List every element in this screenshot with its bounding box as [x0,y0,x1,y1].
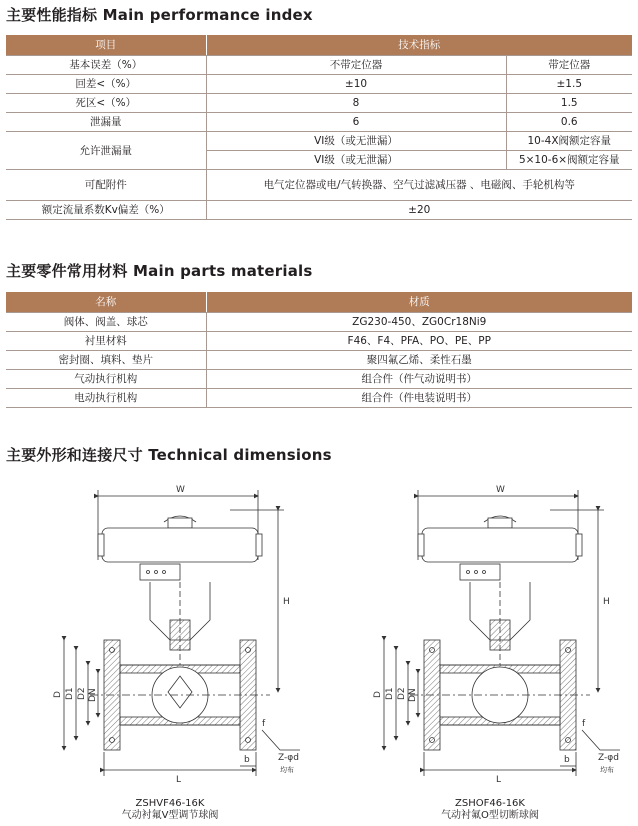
header-material: 材质 [206,292,632,313]
valve-drawings [0,470,638,826]
dim-dn-left: DN [88,688,98,702]
row-label: 泄漏量 [6,113,206,132]
dimensions-title: 主要外形和连接尺寸 Technical dimensions [6,446,332,464]
right-valve-name: 气动衬氟O型切断球阀 [441,810,539,821]
performance-table [6,35,632,220]
dim-zd-right: Z-φd [598,753,619,763]
dim-d-left: D [53,691,63,698]
cell-without-positioner: 8 [206,94,506,113]
cell-with-positioner: 0.6 [506,113,632,132]
cell-with-positioner: 10-4X阀额定容量 [506,132,632,151]
dim-h-right: H [603,597,610,607]
row-label: 基本误差（%） [6,56,206,75]
header-spec: 技术指标 [206,35,632,56]
cell-without-positioner: VI级（或无泄漏） [206,151,506,170]
table-row [6,370,632,389]
cell-with-positioner: 5×10-6×阀额定容量 [506,151,632,170]
table-row [6,313,632,332]
left-valve-caption [90,798,250,822]
left-valve-model: ZSHVF46-16K [135,798,205,809]
o-type-valve-drawing [384,490,620,776]
cell-without-positioner: 不带定位器 [206,56,506,75]
right-valve-caption [410,798,570,822]
materials-title: 主要零件常用材料 Main parts materials [6,262,313,280]
part-name: 气动执行机构 [6,370,206,389]
dim-w-left: W [176,485,185,495]
part-name: 衬里材料 [6,332,206,351]
materials-table [6,292,632,408]
cell-with-positioner: ±1.5 [506,75,632,94]
right-valve-model: ZSHOF46-16K [455,798,525,809]
cell-with-positioner: 带定位器 [506,56,632,75]
row-label: 可配附件 [6,170,206,201]
cell-without-positioner: VI级（或无泄漏） [206,132,506,151]
table-row [6,170,632,201]
table-row [6,56,632,75]
part-name: 密封圈、填料、垫片 [6,351,206,370]
part-material: F46、F4、PFA、PO、PE、PP [206,332,632,351]
part-material: 聚四氟乙烯、柔性石墨 [206,351,632,370]
dim-h-left: H [283,597,290,607]
header-name: 名称 [6,292,206,313]
dim-w-right: W [496,485,505,495]
dim-d2-right: D2 [397,687,407,700]
dim-zd-left: Z-φd [278,753,299,763]
header-item: 项目 [6,35,206,56]
dim-dn-right: DN [408,688,418,702]
table-row [6,332,632,351]
dim-f-right: f [582,719,586,729]
row-label: 额定流量系数Kv偏差（%） [6,201,206,220]
part-material: 组合件（件气动说明书） [206,370,632,389]
row-label: 回差<（%） [6,75,206,94]
dim-d1-left: D1 [65,687,75,700]
dim-b-right: b [564,755,570,765]
row-label: 允许泄漏量 [6,132,206,170]
cell-without-positioner: ±10 [206,75,506,94]
cell-without-positioner: 6 [206,113,506,132]
dim-l-left: L [176,775,182,785]
part-material: ZG230-450、ZG0Cr18Ni9 [206,313,632,332]
dim-jun-left: 均布 [280,766,294,774]
part-name: 电动执行机构 [6,389,206,408]
cell-with-positioner: 1.5 [506,94,632,113]
dim-d2-left: D2 [77,687,87,700]
cell-value: ±20 [206,201,632,220]
table-row [6,389,632,408]
dim-b-left: b [244,755,250,765]
v-type-valve-drawing [64,490,300,776]
part-material: 组合件（件电装说明书） [206,389,632,408]
dim-f-left: f [262,719,266,729]
table-row [6,201,632,220]
cell-value: 电气定位器或电/气转换器、空气过滤减压器 、电磁阀、手轮机构等 [206,170,632,201]
table-row [6,94,632,113]
dim-d1-right: D1 [385,687,395,700]
table-row [6,75,632,94]
dim-l-right: L [496,775,502,785]
dim-d-right: D [373,691,383,698]
table-row [6,351,632,370]
performance-title: 主要性能指标 Main performance index [6,6,313,24]
table-row [6,113,632,132]
left-valve-name: 气动衬氟V型调节球阀 [121,810,219,821]
dim-jun-right: 均布 [600,766,614,774]
table-row [6,132,632,151]
row-label: 死区<（%） [6,94,206,113]
part-name: 阀体、阀盖、球芯 [6,313,206,332]
